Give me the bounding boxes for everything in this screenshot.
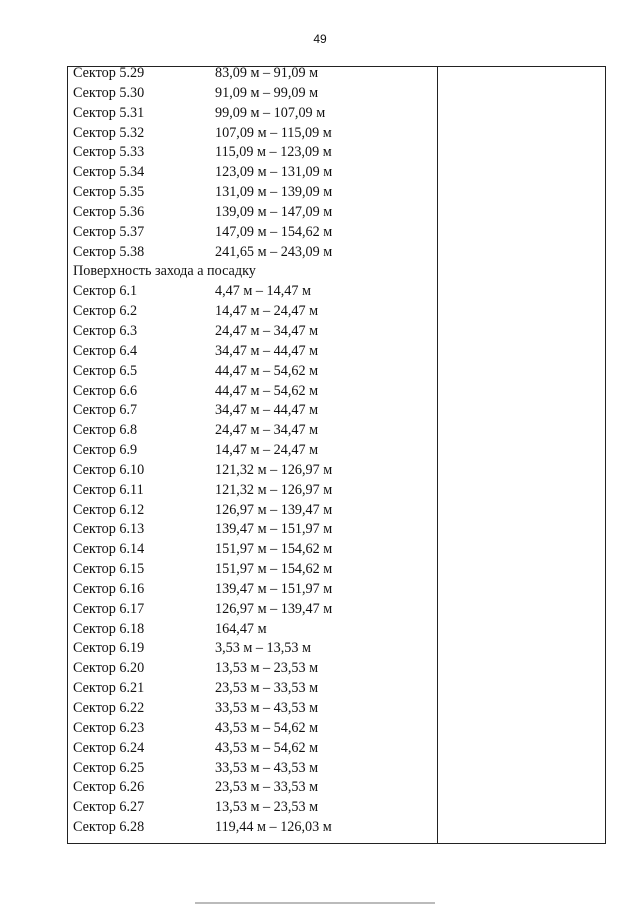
table-row	[73, 818, 433, 838]
sector-label: Сектор 6.9	[73, 442, 138, 459]
table-row	[73, 759, 433, 779]
height-range: 123,09 м – 131,09 м	[215, 164, 333, 181]
table-row	[73, 639, 433, 659]
height-range: 23,53 м – 33,53 м	[215, 779, 319, 796]
sector-label: Сектор 5.29	[73, 65, 145, 81]
table-row	[73, 719, 433, 739]
height-range: 151,97 м – 154,62 м	[215, 541, 333, 558]
sector-label: Сектор 6.19	[73, 640, 145, 657]
height-range: 164,47 м	[215, 620, 267, 637]
section-heading: Поверхность захода а посадку	[73, 263, 256, 280]
height-range: 139,09 м – 147,09 м	[215, 203, 333, 220]
height-range: 115,09 м – 123,09 м	[215, 144, 332, 161]
height-range: 44,47 м – 54,62 м	[215, 382, 319, 399]
table-row	[73, 104, 433, 124]
table-row	[73, 243, 433, 263]
height-range: 43,53 м – 54,62 м	[215, 739, 319, 756]
height-range: 34,47 м – 44,47 м	[215, 342, 319, 359]
table-row	[73, 401, 433, 421]
table-row	[73, 540, 433, 560]
height-range: 126,97 м – 139,47 м	[215, 600, 333, 617]
sector-label: Сектор 6.10	[73, 461, 145, 478]
column-divider	[437, 66, 438, 844]
table-rows	[73, 64, 433, 838]
height-range: 121,32 м – 126,97 м	[215, 481, 333, 498]
sector-label: Сектор 6.16	[73, 580, 145, 597]
sector-label: Сектор 5.34	[73, 164, 145, 181]
sector-label: Сектор 5.38	[73, 243, 145, 260]
height-range: 24,47 м – 34,47 м	[215, 322, 319, 339]
sector-label: Сектор 6.5	[73, 362, 138, 379]
sector-label: Сектор 6.4	[73, 342, 138, 359]
table-row	[73, 520, 433, 540]
sector-label: Сектор 6.1	[73, 283, 138, 300]
sector-label: Сектор 5.30	[73, 84, 145, 101]
table-row	[73, 124, 433, 144]
table-row	[73, 798, 433, 818]
height-range: 139,47 м – 151,97 м	[215, 521, 333, 538]
table-row	[73, 342, 433, 362]
height-range: 83,09 м – 91,09 м	[215, 65, 319, 81]
height-range: 139,47 м – 151,97 м	[215, 580, 333, 597]
height-range: 121,32 м – 126,97 м	[215, 461, 333, 478]
height-range: 14,47 м – 24,47 м	[215, 442, 319, 459]
height-range: 4,47 м – 14,47 м	[215, 283, 311, 300]
section-heading-row	[73, 262, 433, 282]
height-range: 33,53 м – 43,53 м	[215, 759, 319, 776]
table-row	[73, 322, 433, 342]
height-range: 147,09 м – 154,62 м	[215, 223, 333, 240]
table-row	[73, 560, 433, 580]
sector-label: Сектор 6.14	[73, 541, 145, 558]
sector-label: Сектор 6.11	[73, 481, 144, 498]
height-range: 44,47 м – 54,62 м	[215, 362, 319, 379]
sector-label: Сектор 6.8	[73, 422, 138, 439]
table-row	[73, 223, 433, 243]
sector-label: Сектор 6.20	[73, 660, 145, 677]
height-range: 24,47 м – 34,47 м	[215, 422, 319, 439]
sector-label: Сектор 6.27	[73, 799, 145, 816]
table-row	[73, 778, 433, 798]
height-range: 13,53 м – 23,53 м	[215, 799, 319, 816]
height-range: 131,09 м – 139,09 м	[215, 184, 333, 201]
sector-label: Сектор 5.36	[73, 203, 145, 220]
height-range: 91,09 м – 99,09 м	[215, 84, 319, 101]
table-row	[73, 481, 433, 501]
table-row	[73, 501, 433, 521]
height-range: 241,65 м – 243,09 м	[215, 243, 333, 260]
sector-label: Сектор 6.21	[73, 680, 145, 697]
sector-label: Сектор 6.2	[73, 303, 138, 320]
table-row	[73, 64, 433, 84]
table-row	[73, 421, 433, 441]
height-range: 43,53 м – 54,62 м	[215, 719, 319, 736]
height-range: 119,44 м – 126,03 м	[215, 819, 332, 836]
sector-label: Сектор 6.7	[73, 402, 138, 419]
sector-label: Сектор 5.31	[73, 104, 145, 121]
table-row	[73, 679, 433, 699]
table-row	[73, 282, 433, 302]
sector-label: Сектор 5.37	[73, 223, 145, 240]
sector-label: Сектор 6.15	[73, 561, 145, 578]
sector-label: Сектор 6.17	[73, 600, 145, 617]
table-row	[73, 739, 433, 759]
sector-label: Сектор 6.26	[73, 779, 145, 796]
sector-label: Сектор 6.13	[73, 521, 145, 538]
sector-label: Сектор 6.12	[73, 501, 145, 518]
height-range: 3,53 м – 13,53 м	[215, 640, 311, 657]
page-number: 49	[313, 32, 327, 46]
height-range: 151,97 м – 154,62 м	[215, 561, 333, 578]
height-range: 14,47 м – 24,47 м	[215, 303, 319, 320]
table-row	[73, 362, 433, 382]
sector-label: Сектор 6.24	[73, 739, 145, 756]
sector-label: Сектор 6.22	[73, 700, 145, 716]
table-row	[73, 600, 433, 620]
table-row	[73, 461, 433, 481]
sector-label: Сектор 6.3	[73, 322, 138, 339]
table-row	[73, 183, 433, 203]
table-row	[73, 163, 433, 183]
sector-label: Сектор 5.35	[73, 184, 145, 201]
height-range: 107,09 м – 115,09 м	[215, 124, 332, 141]
sector-label: Сектор 5.33	[73, 144, 145, 161]
sector-label: Сектор 6.28	[73, 819, 145, 836]
sector-label: Сектор 5.32	[73, 124, 145, 141]
height-range: 126,97 м – 139,47 м	[215, 501, 333, 518]
sector-label: Сектор 6.6	[73, 382, 138, 399]
height-range: 13,53 м – 23,53 м	[215, 660, 319, 677]
sector-label: Сектор 6.25	[73, 759, 145, 776]
sector-label: Сектор 6.23	[73, 719, 145, 736]
scan-edge	[195, 902, 435, 904]
table-row	[73, 580, 433, 600]
table-row	[73, 203, 433, 223]
table-row	[73, 441, 433, 461]
table-row	[73, 699, 433, 719]
table-row	[73, 302, 433, 322]
height-range: 33,53 м – 43,53 м	[215, 700, 319, 716]
table-row	[73, 659, 433, 679]
height-range: 34,47 м – 44,47 м	[215, 402, 319, 419]
height-range: 99,09 м – 107,09 м	[215, 104, 326, 121]
table-row	[73, 620, 433, 640]
table-row	[73, 143, 433, 163]
sector-label: Сектор 6.18	[73, 620, 145, 637]
height-range: 23,53 м – 33,53 м	[215, 680, 319, 697]
table-row	[73, 382, 433, 402]
table-row	[73, 84, 433, 104]
